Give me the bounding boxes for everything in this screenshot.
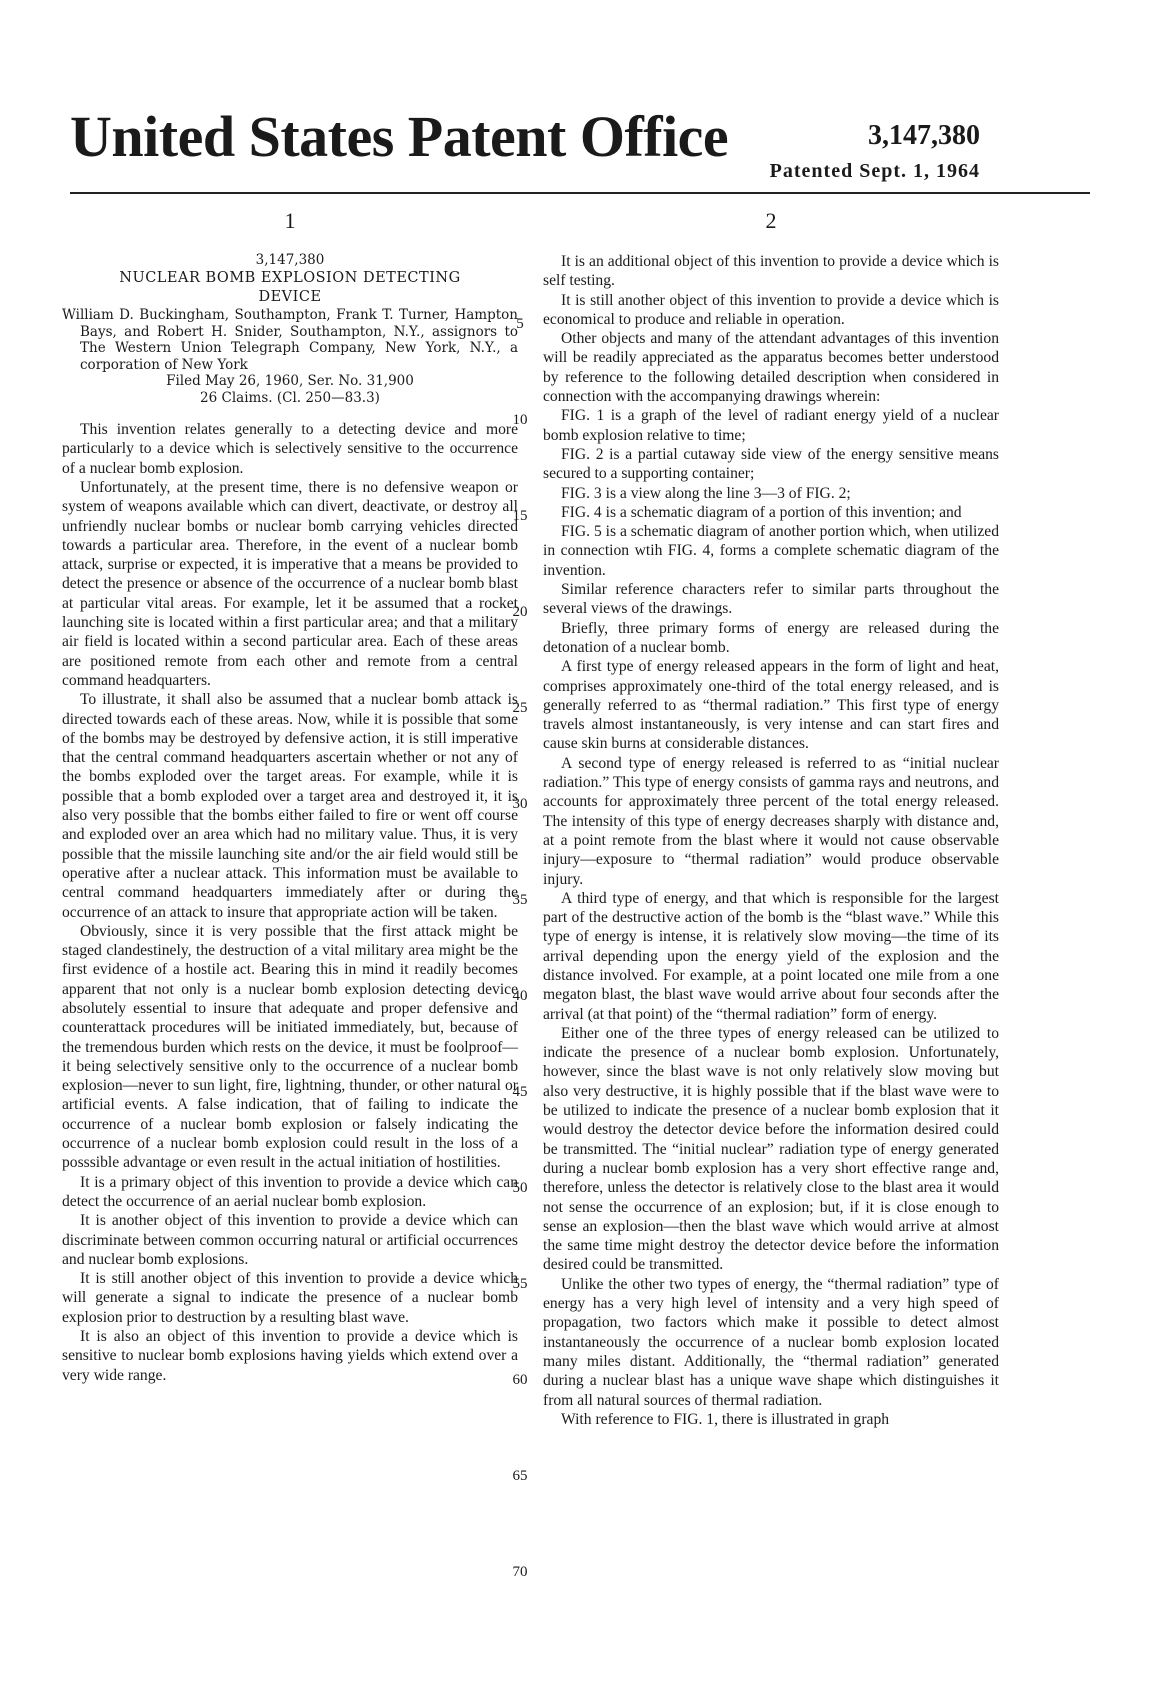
line-number: 65 (512, 1468, 528, 1484)
line-number-gutter (500, 0, 540, 1704)
left-column (62, 208, 518, 1385)
paragraph: Either one of the three types of energy released can be utilized to indicate the presence of a nuclear bomb explosion. Unfortunately, however, since the blast wave is not only relatively slow moving but also very destructive, it is highly possible that if the blast wave were to be utilized to indicate the presence of a nuclear bomb explosion that it would destroy the detector device before the information desired could be transmitted. The “initial nuclear” radiation type of energy generated during a nuclear bomb explosion has a very short effective range and, therefore, unless the detector is relatively close to the blast area it would not sense the occurrence of an explosion; but, if it is close enough to sense an explosion—then the blast wave which would arrive at almost the same time might destroy the detector device before the information desired could be transmitted. (543, 1024, 999, 1274)
invention-title-cont: DEVICE (258, 288, 322, 305)
line-number: 15 (512, 508, 528, 524)
line-number: 40 (512, 988, 528, 1004)
document-number: 3,147,380 (255, 252, 325, 268)
line-number: 30 (512, 796, 528, 812)
line-number: 5 (516, 316, 524, 332)
line-number: 25 (512, 700, 528, 716)
paragraph: Unfortunately, at the present time, there is no defensive weapon or system of weapons available which can divert, deactivate, or destroy all unfriendly nuclear bombs or nuclear bomb carrying vehicles directed towards a particular area. Therefore, in the event of a nuclear bomb attack, surprise or expected, it is imperative that a means be provided to detect the presence or absence of the occurrence of a nuclear bomb blast at particular vital areas. For example, let it be assumed that a rocket launching site is located within a first particular area; and that a military air field is located within a second particular area. Each of these areas are positioned remote from each other and remote from a central command headquarters. (62, 478, 518, 689)
paragraph: A second type of energy released is referred to as “initial nuclear radiation.” This type of energy consists of gamma rays and neutrons, and accounts for approximately three percent of the total energy released. The intensity of this type of energy decreases sharply with distance and, at a point remote from the blast where it would not cause observable injury—exposure to “thermal radiation” would produce observable injury. (543, 754, 999, 888)
invention-title: NUCLEAR BOMB EXPLOSION DETECTING (119, 269, 461, 286)
filing-info: Filed May 26, 1960, Ser. No. 31,900 (166, 373, 414, 390)
paragraph: Briefly, three primary forms of energy are released during the detonation of a nuclear bomb. (543, 619, 999, 656)
patent-date: Patented Sept. 1, 1964 (769, 160, 980, 182)
line-number: 55 (512, 1276, 528, 1292)
paragraph: It is an additional object of this invention to provide a device which is self testing. (543, 253, 999, 290)
paragraph: Obviously, since it is very possible that the first attack might be staged clandestinely, the destruction of a vital military area might be the first evidence of a hostile act. Bearing this in mind it readily becomes apparent that not only is a nuclear bomb explosion detecting device absolutely essential to insure that adequate and proper defensive and counterattack procedures will be initiated immediately, but, because of the tremendous burden which rests on the device, it must be foolproof—it being selectively sensitive only to the occurrence of a nuclear bomb explosion—never to sun light, fire, lightning, thunder, or other natural or artificial events. A false indication, that of failing to indicate the occurrence of a nuclear bomb explosion or falsely indicating the occurrence of a nuclear bomb explosion could result in the loss of a posssible advantage or even result in the actual initiation of hostilities. (62, 922, 518, 1172)
paragraph: With reference to FIG. 1, there is illustrated in graph (561, 1410, 890, 1428)
header-divider (70, 192, 1090, 194)
paragraph: It is still another object of this invention to provide a device which will generate a signal to indicate the presence of a nuclear bomb explosion prior to destruction by a resulting blast wave. (62, 1270, 518, 1326)
column-number-2: 2 (765, 208, 777, 233)
paragraph: It is another object of this invention to provide a device which can discriminate between common occurring natural or artificial occurrences and nuclear bomb explosions. (62, 1212, 518, 1268)
line-number: 70 (512, 1564, 528, 1580)
paragraph: FIG. 1 is a graph of the level of radiant energy yield of a nuclear bomb explosion relative to time; (543, 407, 999, 444)
paragraph: FIG. 4 is a schematic diagram of a portion of this invention; and (561, 503, 962, 521)
patent-office-title: United States Patent Office (70, 104, 729, 169)
paragraph: FIG. 2 is a partial cutaway side view of the energy sensitive means secured to a supporting container; (543, 445, 999, 483)
line-number: 20 (512, 604, 528, 620)
paragraph: A first type of energy released appears in the form of light and heat, comprises approximately one-third of the total energy released, and is generally referred to as “thermal radiation.” This first type of energy travels almost instantaneously, is very intense and can start fires and cause skin burns at considerable distances. (543, 658, 999, 753)
paragraph: FIG. 3 is a view along the line 3—3 of FIG. 2; (561, 484, 851, 502)
line-number: 50 (512, 1180, 528, 1196)
paragraph: Unlike the other two types of energy, the “thermal radiation” type of energy has a very high level of intensity and a very high speed of propagation, two factors which make it possible to detect almost instantaneously the occurrence of a nuclear bomb explosion located many miles distant. Additionally, the “thermal radiation” generated during a nuclear blast has a unique wave shape which distinguishes it from all natural sources of thermal radiation. (543, 1275, 999, 1409)
paragraph: Similar reference characters refer to similar parts throughout the several views of the drawings. (543, 581, 999, 618)
right-column (543, 208, 999, 1429)
paragraph: FIG. 5 is a schematic diagram of another portion which, when utilized in connection wtih FIG. 4, forms a complete schematic diagram of the invention. (543, 523, 999, 579)
paragraph: It is still another object of this invention to provide a device which is economical to produce and reliable in operation. (543, 291, 999, 328)
line-number: 10 (512, 412, 528, 428)
paragraph: This invention relates generally to a detecting device and more particularly to a device which is selectively sensitive to the occurrence of a nuclear bomb explosion. (62, 421, 518, 477)
claims-classification: 26 Claims. (Cl. 250—83.3) (200, 389, 380, 406)
paragraph: Other objects and many of the attendant advantages of this invention will be readily appreciated as the apparatus becomes better understood by reference to the following detailed description when considered in connection with the accompanying drawings wherein: (543, 330, 999, 406)
line-number: 45 (512, 1084, 528, 1100)
patent-number: 3,147,380 (868, 120, 980, 151)
paragraph: It is a primary object of this invention to provide a device which can detect the occurrence of an aerial nuclear bomb explosion. (62, 1173, 518, 1210)
column-number-1: 1 (284, 208, 296, 233)
paragraph: To illustrate, it shall also be assumed that a nuclear bomb attack is directed towards each of these areas. Now, while it is possible that some of the bombs may be destroyed by defensive action, it is still imperative that the central command headquarters ascertain whether or not any of the bombs exploded over the target areas. For example, while it is possible that a bomb exploded over a target area and destroyed it, it is also very possible that the bombs either failed to fire or went off course and exploded over an area which had no military value. Thus, it is very possible that the missile launching site and/or the air field would still be operative after a nuclear attack. This information must be available to central command headquarters immediately after or during the occurrence of an attack to insure that appropriate action will be taken. (62, 691, 518, 921)
inventors-assignee: William D. Buckingham, Southampton, Frank T. Turner, Hampton Bays, and Robert H. Snider, Southampton, N.Y., assignors to The Western Union Telegraph Company, New York, N.Y., a corporation of New York (62, 307, 518, 373)
line-number: 60 (512, 1372, 528, 1388)
line-number: 35 (512, 892, 528, 908)
paragraph: It is also an object of this invention to provide a device which is sensitive to nuclear bomb explosions having yields which extend over a very wide range. (62, 1328, 518, 1384)
paragraph: A third type of energy, and that which is responsible for the largest part of the destructive action of the bomb is the “blast wave.” While this type of energy is intense, it is relatively slow moving—the time of its arrival depending upon the energy yield of the explosion and the distance involved. For example, at a point located one mile from a one megaton blast, the blast wave would arrive about four seconds after the arrival (at that point) of the “thermal radiation” form of energy. (543, 889, 999, 1023)
